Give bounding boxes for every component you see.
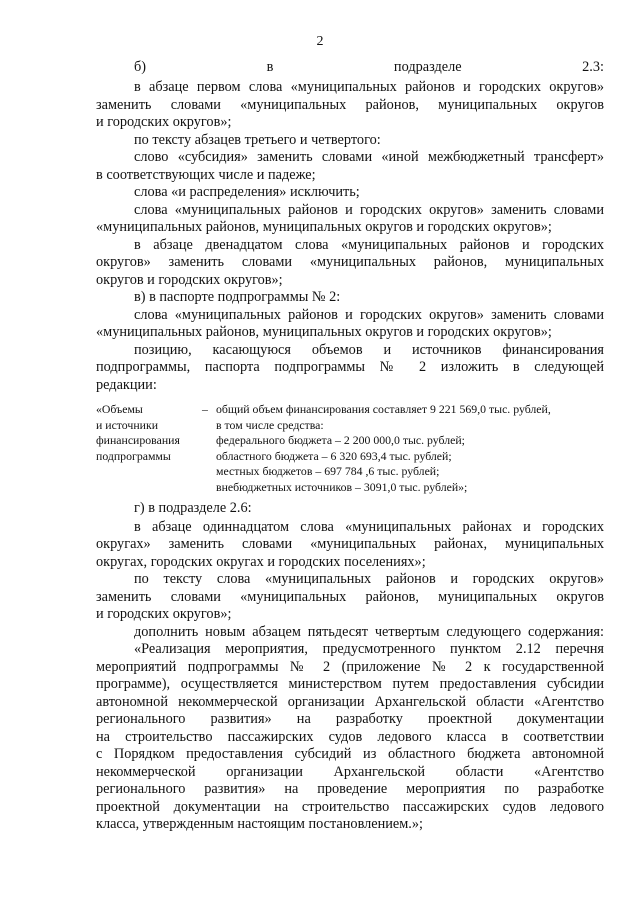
paragraph-line: «Реализация мероприятия, предусмотренного пунктом 2.12 перечня: [134, 641, 604, 657]
paragraph-line: по тексту слова «муниципальных районов и городских округов»: [134, 571, 604, 587]
paragraph-line: слова «муниципальных районов и городских округов» заменить словами: [134, 202, 604, 218]
subsection-heading-v: в) в паспорте подпрограммы № 2:: [134, 289, 341, 305]
paragraph-line: подпрограммы, паспорта подпрограммы № 2 изложить в следующей: [96, 359, 604, 375]
paragraph-line: редакции:: [96, 377, 157, 393]
table-right-line: внебюджетных источников – 3091,0 тыс. рублей»;: [216, 479, 468, 494]
paragraph-line: слова «и распределения» исключить;: [134, 184, 360, 200]
paragraph-line: мероприятий подпрограммы № 2 (приложение № 2 к государственной: [96, 659, 604, 675]
paragraph-line: проектной документации на строительство пассажирских судов ледового: [96, 799, 604, 815]
paragraph-line: в абзаце одиннадцатом слова «муниципальных районах и городских: [134, 519, 604, 535]
paragraph-line: округов и городских округов»;: [96, 272, 283, 288]
paragraph-line: с Порядком предоставления субсидий из областного бюджета автономной: [96, 746, 604, 762]
paragraph-line: по тексту абзацев третьего и четвертого:: [134, 132, 381, 148]
paragraph-line: позицию, касающуюся объемов и источников финансирования: [134, 342, 604, 358]
table-left-line: «Объемы: [96, 402, 143, 416]
paragraph-line: регионального развития» на разработку проектной документации: [96, 711, 604, 727]
page-number: 2: [316, 34, 324, 49]
paragraph-line: заменить словами «муниципальных районов, муниципальных округов: [96, 589, 604, 605]
table-right-line: в том числе средства:: [216, 417, 324, 432]
table-right-values: [216, 402, 551, 495]
table-left-label: [96, 402, 180, 464]
paragraph-line: регионального развития» на проведение мероприятия по разработке: [96, 781, 604, 797]
paragraph-line: и городских округов»;: [96, 606, 232, 622]
table-right-line: общий объем финансирования составляет 9 221 569,0 тыс. рублей,: [216, 402, 551, 416]
paragraph-line: класса, утвержденным настоящим постановлением.»;: [96, 816, 424, 832]
table-left-line: финансирования: [96, 433, 180, 447]
table-left-line: и источники: [96, 417, 159, 432]
paragraph-line: слово «субсидия» заменить словами «иной межбюджетный трансферт»: [134, 149, 604, 165]
paragraph-line: на строительство пассажирских судов ледового класса в соответствии: [96, 729, 604, 745]
paragraph-line: и городских округов»;: [96, 114, 232, 130]
paragraph-line: некоммерческой организации Архангельской области «Агентство: [96, 764, 604, 780]
paragraph-line: в соответствующих числе и падеже;: [96, 167, 316, 183]
paragraph-line: в абзаце первом слова «муниципальных районов и городских округов»: [134, 79, 604, 95]
paragraph-line: округах» заменить словами «муниципальных районах, муниципальных: [96, 536, 604, 552]
subsection-heading-b: б) в подразделе 2.3:: [134, 59, 604, 75]
paragraph-line: «муниципальных районов, муниципальных округов и городских округов»;: [96, 219, 552, 235]
table-right-line: областного бюджета – 6 320 693,4 тыс. рублей;: [216, 448, 452, 463]
paragraph-line: заменить словами «муниципальных районов, муниципальных округов: [96, 97, 604, 113]
paragraph-line: слова «муниципальных районов и городских округов» заменить словами: [134, 307, 604, 323]
paragraph-line: программе), осуществляется министерством путем предоставления субсидии: [96, 676, 604, 692]
table-right-line: федерального бюджета – 2 200 000,0 тыс. рублей;: [216, 433, 465, 447]
subsection-heading-g: г) в подразделе 2.6:: [134, 500, 252, 516]
table-right-line: местных бюджетов – 697 784 ,6 тыс. рублей;: [216, 464, 440, 478]
paragraph-line: округах, городских округах и городских поселениях»;: [96, 554, 426, 570]
paragraph-line: автономной некоммерческой организации Архангельской области «Агентство: [96, 694, 604, 710]
paragraph-line: дополнить новым абзацем пятьдесят четвертым следующего содержания:: [134, 624, 604, 640]
paragraph-line: в абзаце двенадцатом слова «муниципальных районов и городских: [134, 237, 604, 253]
paragraph-line: «муниципальных районов, муниципальных округов и городских округов»;: [96, 324, 552, 340]
table-left-line: подпрограммы: [96, 448, 171, 463]
paragraph-line: округов» заменить словами «муниципальных районов, муниципальных: [96, 254, 604, 270]
table-dash: –: [202, 402, 208, 416]
